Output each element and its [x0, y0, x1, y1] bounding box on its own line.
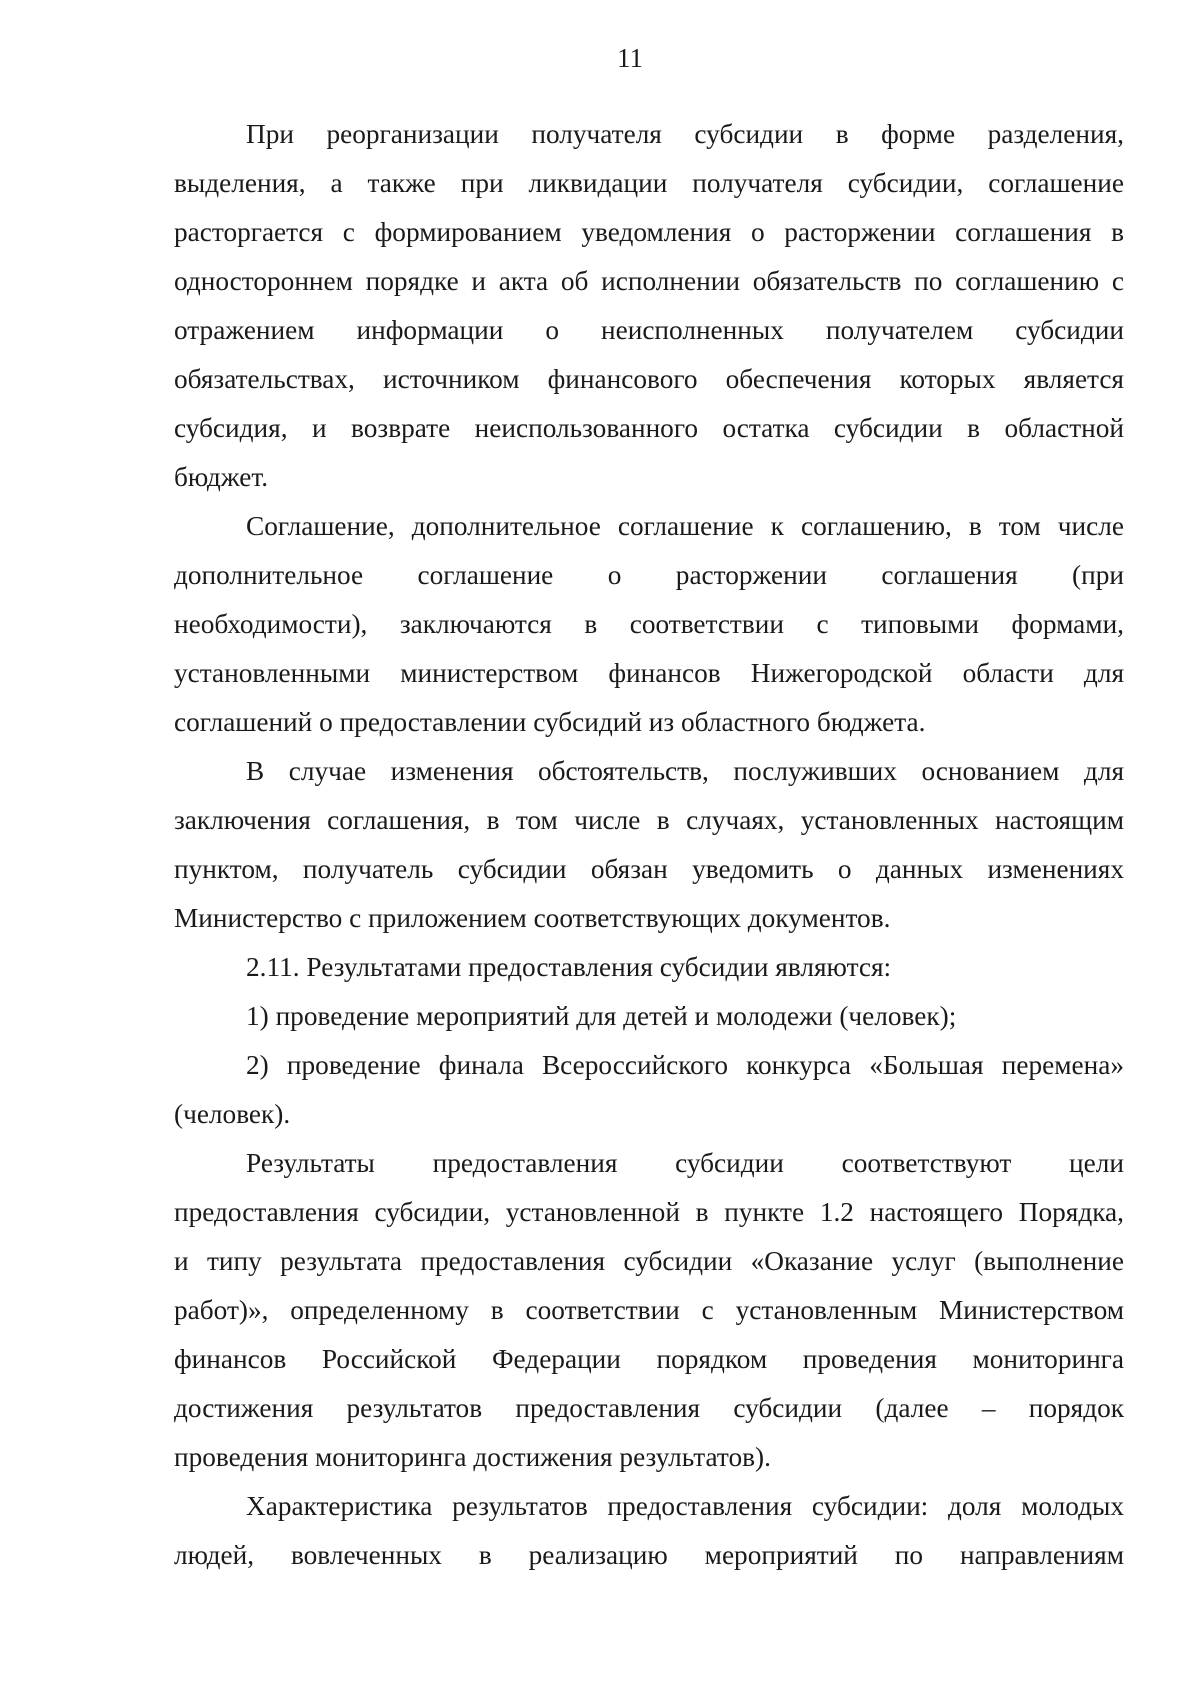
- text-line: (человек).: [174, 1099, 291, 1129]
- text-line: Министерство с приложением соответствующих документов.: [174, 903, 891, 933]
- text-line: отражением информации о неисполненных получателем субсидии: [174, 315, 1124, 345]
- text-line: достижения результатов предоставления субсидии (далее – порядок: [174, 1393, 1124, 1423]
- document-body: [174, 110, 1124, 1580]
- text-line: 1) проведение мероприятий для детей и молодежи (человек);: [246, 1001, 957, 1031]
- text-line: работ)», определенному в соответствии с установленным Министерством: [174, 1295, 1124, 1325]
- text-line: субсидия, и возврате неиспользованного остатка субсидии в областной: [174, 413, 1124, 443]
- text-line: бюджет.: [174, 462, 269, 492]
- text-line: установленными министерством финансов Нижегородской области для: [174, 658, 1124, 688]
- text-line: и типу результата предоставления субсидии «Оказание услуг (выполнение: [174, 1246, 1124, 1276]
- page-number: 11: [617, 43, 643, 73]
- text-line: предоставления субсидии, установленной в пункте 1.2 настоящего Порядка,: [174, 1197, 1124, 1227]
- text-line: людей, вовлеченных в реализацию мероприятий по направлениям: [174, 1540, 1124, 1570]
- text-line: одностороннем порядке и акта об исполнении обязательств по соглашению с: [174, 266, 1124, 296]
- text-line: Характеристика результатов предоставления субсидии: доля молодых: [246, 1491, 1124, 1521]
- paragraph: [174, 1041, 1124, 1139]
- text-line: соглашений о предоставлении субсидий из областного бюджета.: [174, 707, 926, 737]
- paragraph: [174, 110, 1124, 502]
- text-line: При реорганизации получателя субсидии в форме разделения,: [246, 119, 1124, 149]
- paragraph: [174, 992, 1124, 1041]
- text-line: финансов Российской Федерации порядком проведения мониторинга: [174, 1344, 1124, 1374]
- text-line: пунктом, получатель субсидии обязан уведомить о данных изменениях: [174, 854, 1124, 884]
- paragraph: [174, 943, 1124, 992]
- text-line: Результаты предоставления субсидии соответствуют цели: [246, 1148, 1124, 1178]
- text-line: выделения, а также при ликвидации получателя субсидии, соглашение: [174, 168, 1124, 198]
- text-line: дополнительное соглашение о расторжении соглашения (при: [174, 560, 1124, 590]
- text-line: необходимости), заключаются в соответствии с типовыми формами,: [174, 609, 1124, 639]
- text-line: заключения соглашения, в том числе в случаях, установленных настоящим: [174, 805, 1124, 835]
- text-line: проведения мониторинга достижения результатов).: [174, 1442, 771, 1472]
- text-line: расторгается с формированием уведомления о расторжении соглашения в: [174, 217, 1124, 247]
- text-line: В случае изменения обстоятельств, послуживших основанием для: [246, 756, 1124, 786]
- paragraph: [174, 502, 1124, 747]
- paragraph: [174, 1139, 1124, 1482]
- text-line: 2) проведение финала Всероссийского конкурса «Большая перемена»: [246, 1050, 1124, 1080]
- paragraph: [174, 747, 1124, 943]
- text-line: обязательствах, источником финансового обеспечения которых является: [174, 364, 1124, 394]
- paragraph: [174, 1482, 1124, 1580]
- text-line: Соглашение, дополнительное соглашение к соглашению, в том числе: [246, 511, 1124, 541]
- text-line: 2.11. Результатами предоставления субсидии являются:: [246, 952, 892, 982]
